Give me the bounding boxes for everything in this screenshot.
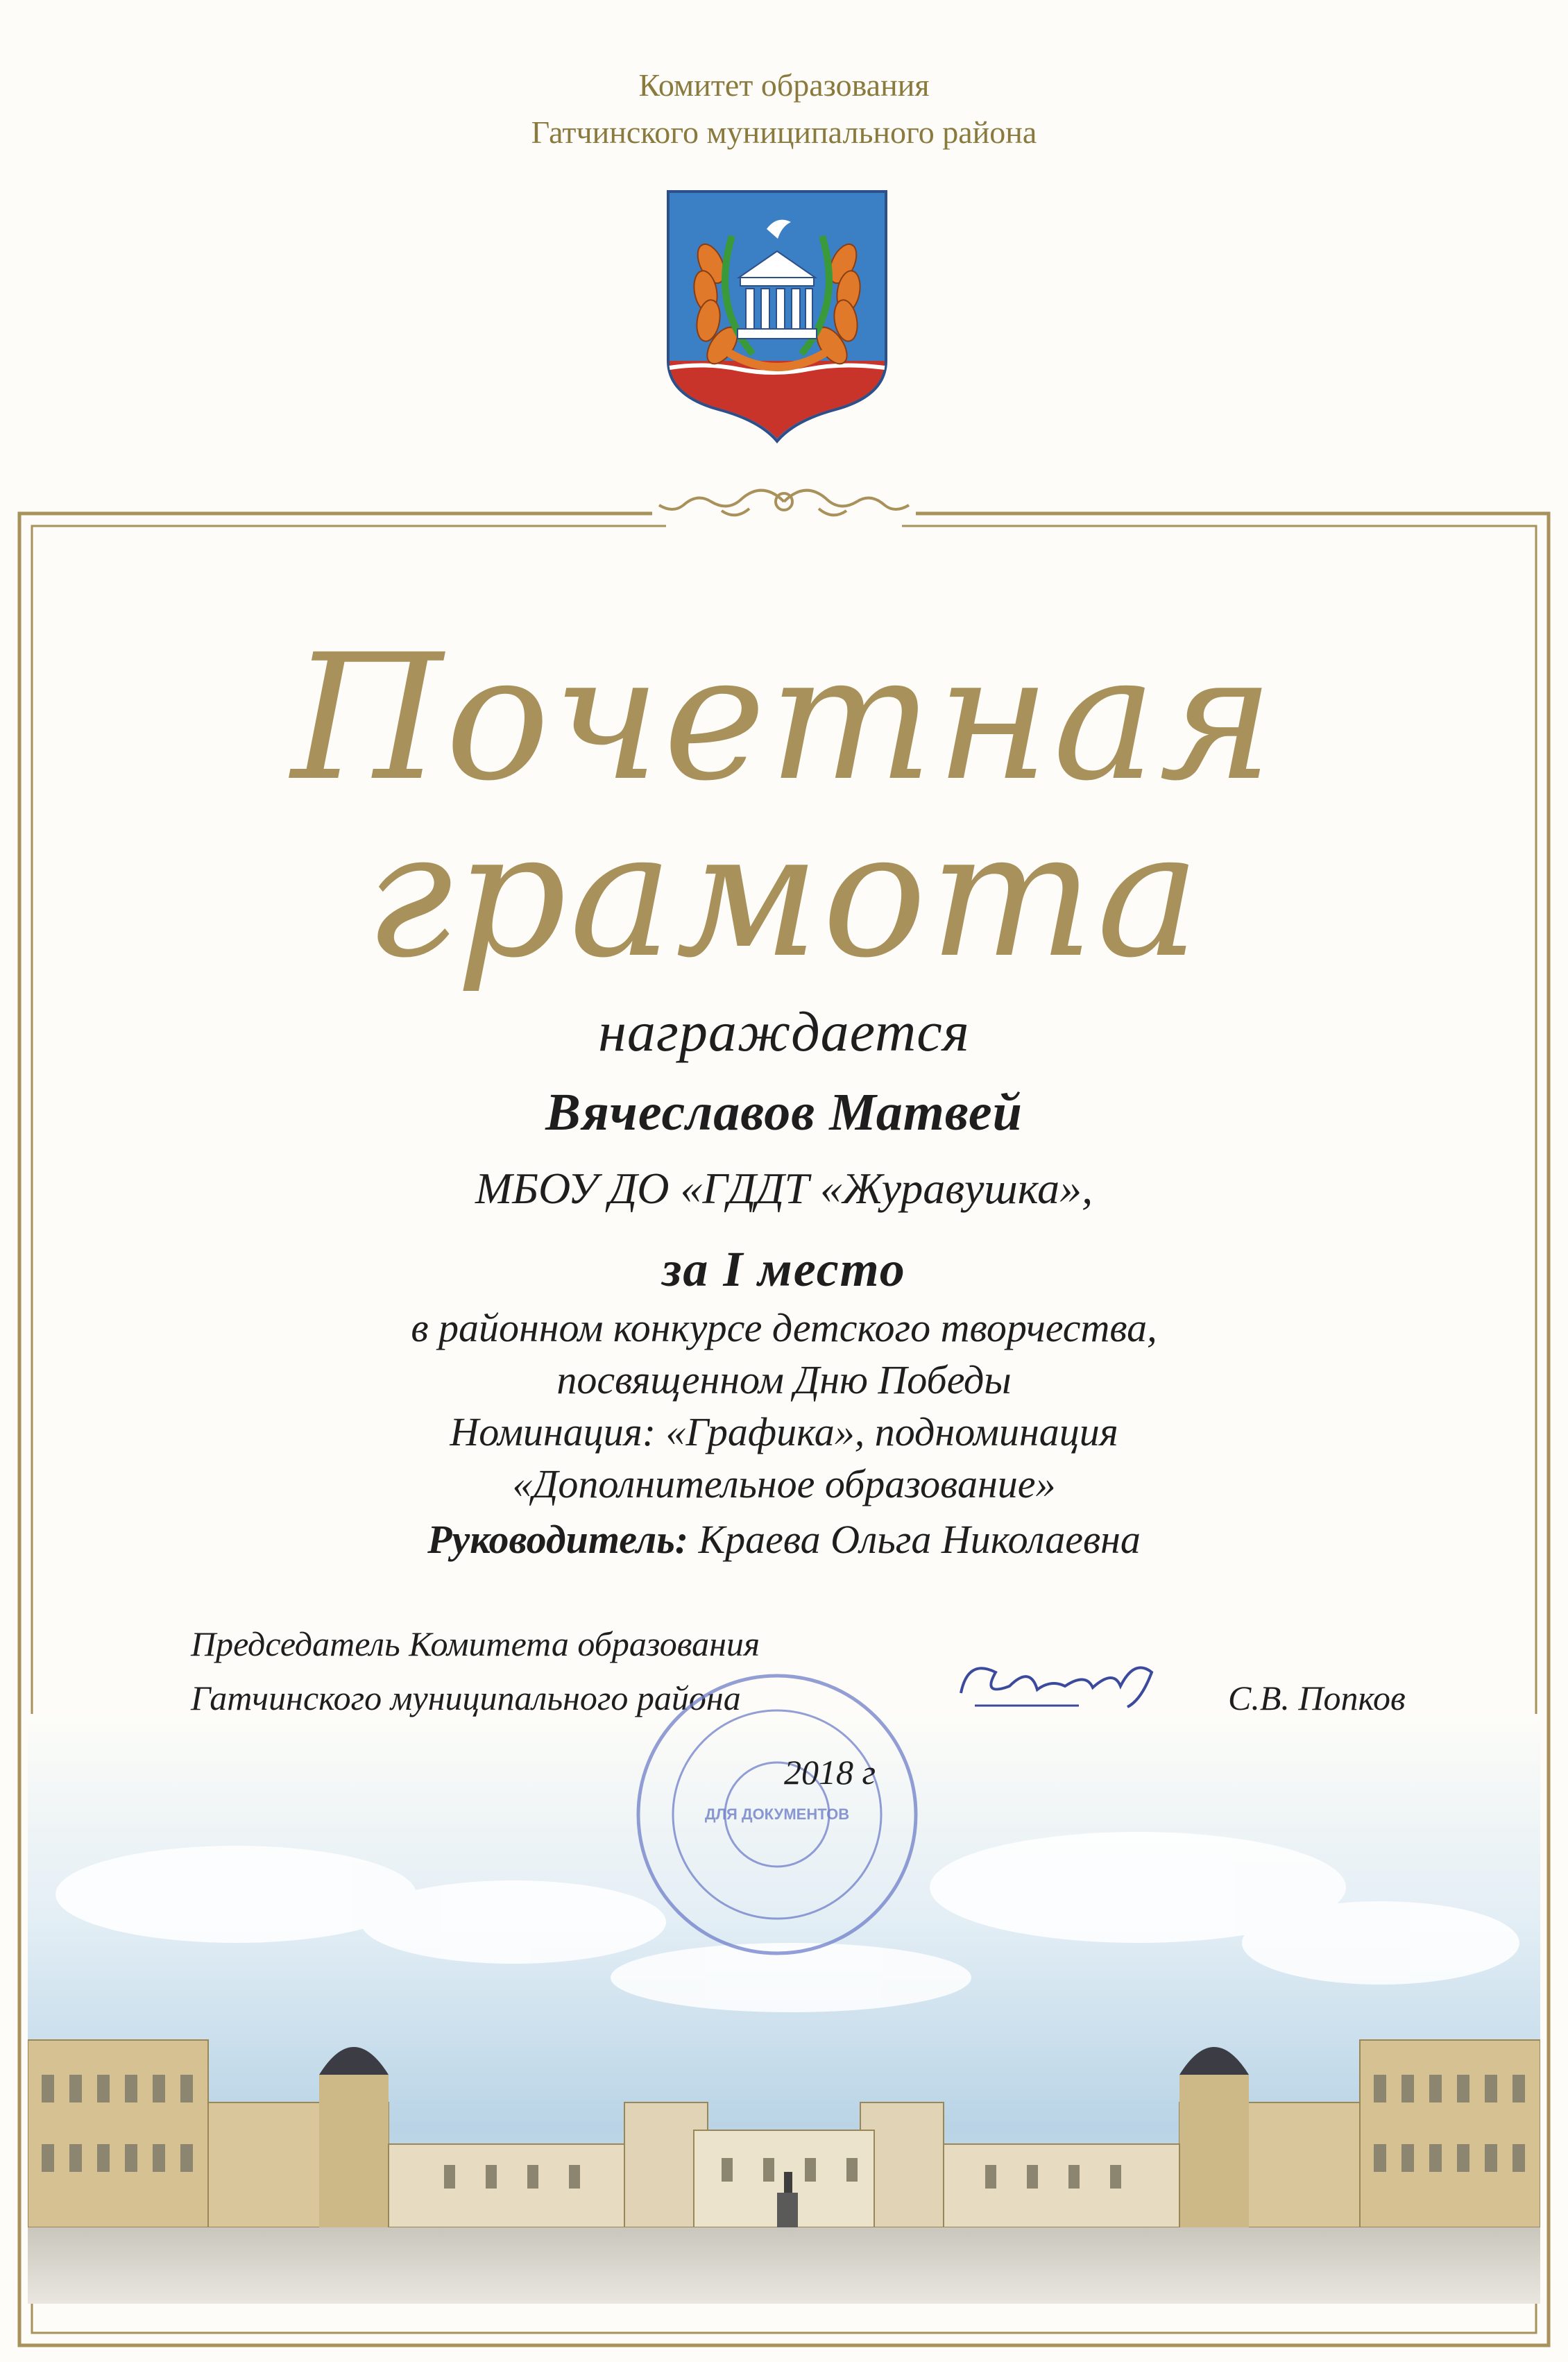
place-awarded: за I место <box>662 1241 906 1297</box>
official-stamp-icon <box>611 1665 944 1964</box>
description-line-3: Номинация: «Графика», подноминация <box>450 1409 1118 1454</box>
issuer-line-2: Гатчинского муниципального района <box>531 114 1037 150</box>
chair-title-line-1: Председатель Комитета образования <box>191 1624 760 1663</box>
description-line-1: в районном конкурсе детского творчества, <box>411 1305 1157 1350</box>
handwritten-signature <box>954 1631 1162 1742</box>
chair-title-line-2: Гатчинского муниципального района <box>191 1679 741 1717</box>
stamp-label: ДЛЯ ДОКУМЕНТОВ <box>704 1806 850 1823</box>
signer-name: С.В. Попков <box>1228 1679 1406 1717</box>
title-line-1: Почетная <box>291 617 1277 819</box>
leader-line <box>0 1516 1568 1563</box>
title-line-2: грамота <box>365 794 1203 996</box>
description-line-2: посвященном Дню Победы <box>556 1357 1012 1402</box>
certificate-year: 2018 г <box>784 1753 876 1792</box>
leader-label: Руководитель: <box>427 1517 689 1562</box>
description-line-4: «Дополнительное образование» <box>512 1461 1056 1506</box>
organization: МБОУ ДО «ГДДТ «Журавушка», <box>475 1164 1093 1213</box>
issuer-line-1: Комитет образования <box>638 67 930 103</box>
recipient-name: Вячеславов Матвей <box>545 1083 1023 1141</box>
leader-name: Краева Ольга Николаевна <box>698 1517 1141 1562</box>
awarded-label: награждается <box>598 1000 970 1063</box>
